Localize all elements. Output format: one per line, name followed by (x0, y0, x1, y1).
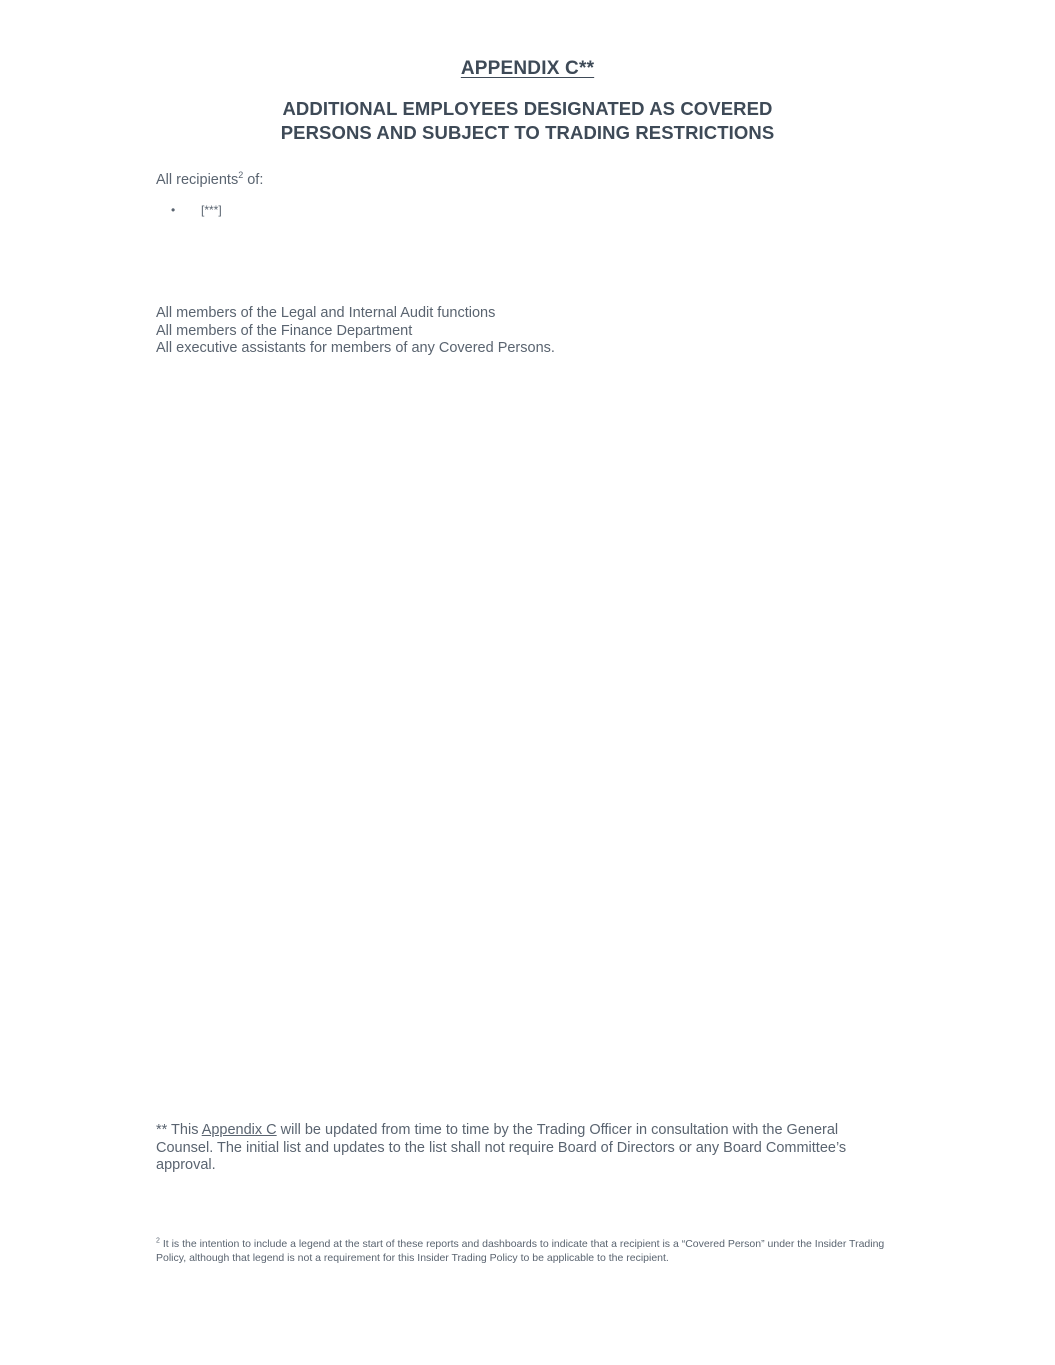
appendix-note (156, 1122, 896, 1175)
bullet-item (171, 203, 222, 217)
appendix-title (0, 58, 1055, 80)
members-list (156, 305, 555, 358)
footnote-number: 2 (156, 1237, 160, 1245)
appendix-title-text: APPENDIX C (460, 58, 579, 79)
bullet-text: [***] (201, 203, 222, 217)
footnote (156, 1237, 906, 1265)
note-marker: ** This (156, 1122, 202, 1138)
members-item-legal: All members of the Legal and Internal Audit functions (156, 305, 496, 321)
footnote-reference: 2 (238, 170, 244, 181)
appendix-c-link[interactable]: Appendix C (201, 1122, 277, 1138)
intro-text-after: of: (243, 172, 264, 188)
note-text: will be updated from time to time by the Trading Officer in consultation with the General Counsel. The initial list and updates to the list shall not require Board of Directors or any Board Committee’s approval. (156, 1122, 847, 1173)
appendix-title-marker: ** (578, 58, 595, 79)
section-subtitle (0, 97, 1055, 145)
subtitle-line-2: PERSONS AND SUBJECT TO TRADING RESTRICTIONS (280, 122, 775, 143)
intro-text-before: All recipients (156, 172, 239, 188)
bullet-icon: • (171, 203, 176, 217)
members-item-assistants: All executive assistants for members of any Covered Persons. (156, 340, 555, 356)
members-item-finance: All members of the Finance Department (156, 322, 413, 339)
recipients-intro (156, 172, 263, 188)
footnote-text: It is the intention to include a legend at the start of these reports and dashboards to indicate that a recipient is a “Covered Person” under the Insider Trading Policy, although that legend is not a requirement for this Insider Trading Policy to be applicable to the recipient. (156, 1238, 885, 1264)
subtitle-line-1: ADDITIONAL EMPLOYEES DESIGNATED AS COVERED (282, 98, 773, 119)
